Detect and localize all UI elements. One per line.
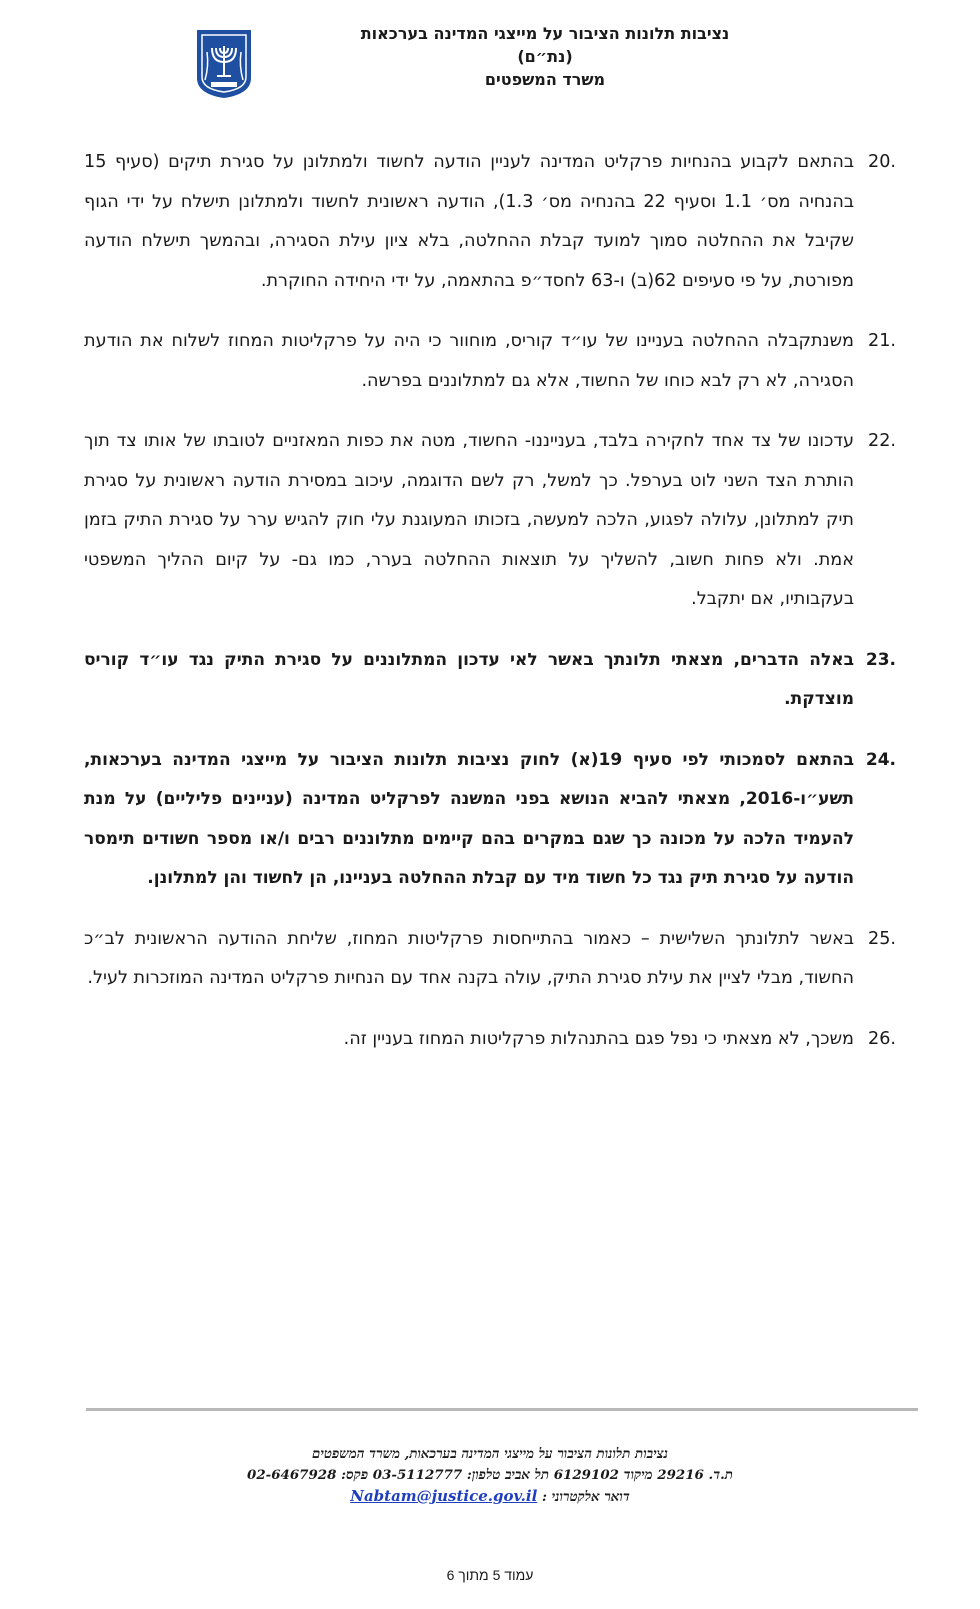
agency-name: נציבות תלונות הציבור על מייצגי המדינה בערכאות <box>360 24 730 43</box>
letter-body <box>84 143 896 1059</box>
paragraph-number: 26. <box>868 1028 896 1049</box>
paragraph-text: משנתקבלה ההחלטה בעניינו של עו״ד קוריס, מוחוור כי היה על פרקליטות המחוז לשלוח את הודעת הסגירה, לא רק לבא כוחו של החשוד, אלא גם למתלוננים בפרשה. <box>84 331 854 391</box>
paragraph-25 <box>84 920 896 999</box>
paragraph-22 <box>84 422 896 620</box>
paragraph-number: 25. <box>868 928 896 949</box>
paragraph-20 <box>84 143 896 301</box>
paragraph-26 <box>84 1020 896 1060</box>
footer-contact <box>180 1444 800 1508</box>
paragraph-text: עדכונו של צד אחד לחקירה בלבד, בענייננו- החשוד, מטה את כפות המאזניים לטובתו של אותו צד תוך הותרת הצד השני לוט בערפל. כך למשל, רק לשם הדוגמה, עיכוב במסירת הודעה ראשונית על סגירת תיק למתלונן, עלולה לפגוע, הלכה למעשה, בזכותו המעוגנת עלי חוק להגיש ערר על סגירת התיק בזמן אמת. ולא פחות חשוב, להשליך על תוצאות ההחלטה בערר, כמו גם- על קיום ההליך המשפטי בעקבותיו, אם יתקבל. <box>84 431 854 609</box>
paragraph-text: משכך, לא מצאתי כי נפל פגם בהתנהלות פרקליטות המחוז בעניין זה. <box>343 1028 854 1049</box>
ministry-name: משרד המשפטים <box>484 70 606 89</box>
email-label: דואר אלקטרוני : <box>541 1489 630 1505</box>
email-link[interactable]: Nabtam@justice.gov.il <box>350 1487 538 1505</box>
paragraph-21 <box>84 322 896 401</box>
paragraph-number: 21. <box>868 331 896 351</box>
state-emblem-icon <box>193 26 255 100</box>
paragraph-text: באלה הדברים, מצאתי תלונתך באשר לאי עדכון המתלוננים על סגירת התיק נגד עו״ד קוריס מוצדקת. <box>84 649 854 709</box>
paragraph-text: באשר לתלונתך השלישית – כאמור בהתייחסות פרקליטות המחוז, שליחת ההודעה הראשונית לב״כ החשוד, מבלי לציין את עילת סגירת התיק, עולה בקנה אחד עם הנחיות פרקליט המדינה המוזכרות לעיל. <box>84 928 854 988</box>
footer-agency: נציבות תלונות הציבור על מייצגי המדינה בערכאות, משרד המשפטים <box>312 1446 668 1462</box>
paragraph-24 <box>84 741 896 899</box>
letterhead-text <box>330 22 760 91</box>
letterhead <box>0 16 980 96</box>
footer-divider <box>86 1408 918 1411</box>
paragraph-number: 20. <box>868 152 896 172</box>
paragraph-23 <box>84 641 896 720</box>
paragraph-number: 24. <box>865 749 896 770</box>
agency-acronym: (נת״ם) <box>517 47 573 66</box>
paragraph-text: בהתאם לסמכותי לפי סעיף 19(א) לחוק נציבות תלונות הציבור על מייצגי המדינה בערכאות, תשע״ו-2016, מצאתי להביא הנושא בפני המשנה לפרקליט המדינה (עניינים פליליים) על מנת להעמיד הלכה על מכונה כך שגם במקרים בהם קיימים מתלוננים רבים ו/או מספר חשודים תימסר הודעה על סגירת תיק נגד כל חשוד מיד עם קבלת ההחלטה בעניינו, הן לחשוד והן למתלונן. <box>84 749 854 888</box>
paragraph-text: בהתאם לקבוע בהנחיות פרקליט המדינה לעניין הודעה לחשוד ולמתלונן על סגירת תיקים (סעיף 15 בהנחיה מס׳ 1.1 וסעיף 22 בהנחיה מס׳ 1.3), הודעה ראשונית לחשוד ולמתלונן תישלח על ידי הגוף שקיבל את ההחלטה סמוך למועד קבלת ההחלטה, בלא ציון עילת הסגירה, ובהמשך תישלח הודעה מפורטת, על פי סעיפים 62(ב) ו-63 לחסד״פ בהתאמה, על ידי היחידה החוקרת. <box>84 152 854 291</box>
footer-address: ת.ד. 29216 מיקוד 6129102 תל אביב טלפון: 03-5112777 פקס: 02-6467928 <box>247 1467 733 1483</box>
paragraph-number: 23. <box>865 649 896 670</box>
paragraph-number: 22. <box>868 431 896 451</box>
footer-email-row <box>180 1486 800 1508</box>
page-number: עמוד 5 מתוך 6 <box>446 1567 534 1583</box>
